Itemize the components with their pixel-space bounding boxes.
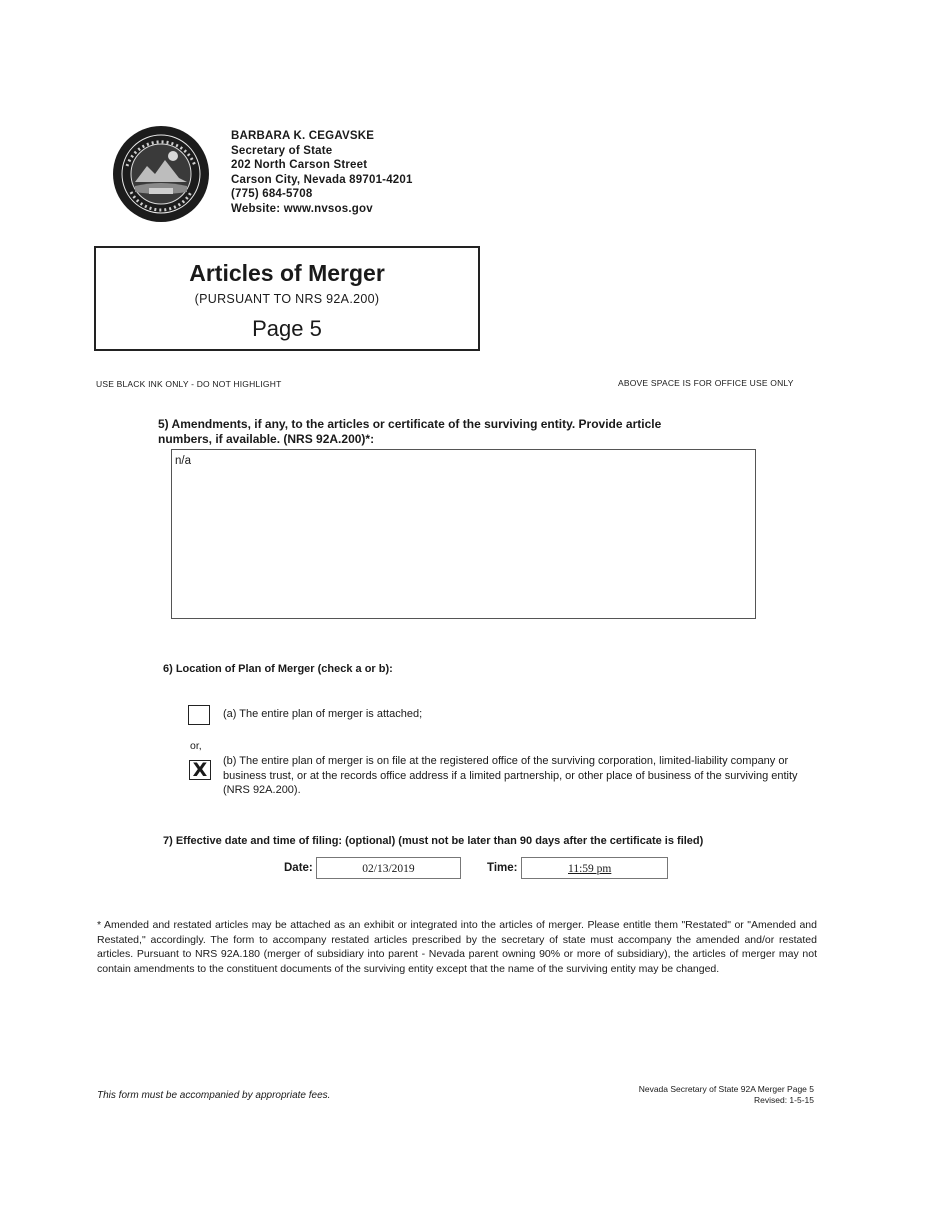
secretary-of-state-address: [231, 129, 413, 217]
form-subtitle: (PURSUANT TO NRS 92A.200): [194, 292, 380, 306]
section-6-label: 6) Location of Plan of Merger (check a or b):: [163, 663, 393, 675]
option-b-text: (b) The entire plan of merger is on file at the registered office of the surviving corporation, limited-liability company or business trust, or at the records office address if a limited partnership, or other place of business of the surviving entity (NRS 92A.200).: [223, 755, 798, 796]
city-state-zip: Carson City, Nevada 89701-4201: [231, 173, 413, 186]
form-identifier: [560, 1084, 814, 1106]
option-a-text: (a) The entire plan of merger is attached;: [223, 708, 423, 720]
option-b-checkbox[interactable]: X: [189, 760, 211, 780]
form-id-line: Nevada Secretary of State 92A Merger Page 5: [638, 1084, 814, 1094]
revised-line: Revised: 1-5-15: [753, 1095, 814, 1105]
official-title: Secretary of State: [231, 144, 333, 157]
amendments-field[interactable]: [171, 449, 756, 619]
phone-number: (775) 684-5708: [231, 188, 313, 201]
official-name: BARBARA K. CEGAVSKE: [231, 130, 375, 142]
time-field[interactable]: [521, 857, 668, 879]
website: Website: www.nvsos.gov: [231, 202, 373, 215]
time-label: Time:: [487, 862, 518, 874]
office-use-notice: ABOVE SPACE IS FOR OFFICE USE ONLY: [618, 378, 794, 388]
or-text: or,: [190, 740, 202, 752]
form-title: Articles of Merger: [189, 260, 385, 286]
state-seal: [113, 126, 209, 222]
street-address: 202 North Carson Street: [231, 159, 368, 172]
option-a-checkbox[interactable]: [188, 705, 210, 725]
amendments-value: n/a: [175, 455, 191, 467]
ink-notice: USE BLACK INK ONLY - DO NOT HIGHLIGHT: [96, 379, 282, 389]
seal-icon: [113, 126, 209, 222]
section-7-label: 7) Effective date and time of filing: (optional) (must not be later than 90 days after the certificate is filed): [163, 835, 704, 847]
section-5-label: 5) Amendments, if any, to the articles or certificate of the surviving entity. Provide article numbers, if available. (NRS 92A.200)*:: [158, 417, 662, 446]
footnote: * Amended and restated articles may be attached as an exhibit or integrated into the articles of merger. Please entitle them "Restated" or "Amended and Restated," accordingly. The form to accompany restated articles prescribed by the secretary of state must accompany the amended and/or restated articles. Pursuant to NRS 92A.180 (merger of subsidiary into parent - Nevada parent owning 90% or more of subsidiary), the articles of merger may not contain amendments to the constituent documents of the surviving entity except that the name of the surviving entity may be changed.: [97, 919, 817, 975]
time-value: 11:59 pm: [568, 863, 612, 875]
date-field[interactable]: 02/13/2019: [316, 857, 461, 879]
form-title-box: [94, 246, 480, 351]
fees-notice: This form must be accompanied by appropriate fees.: [97, 1090, 331, 1101]
date-label: Date:: [284, 862, 313, 874]
page-label: Page 5: [252, 316, 322, 341]
